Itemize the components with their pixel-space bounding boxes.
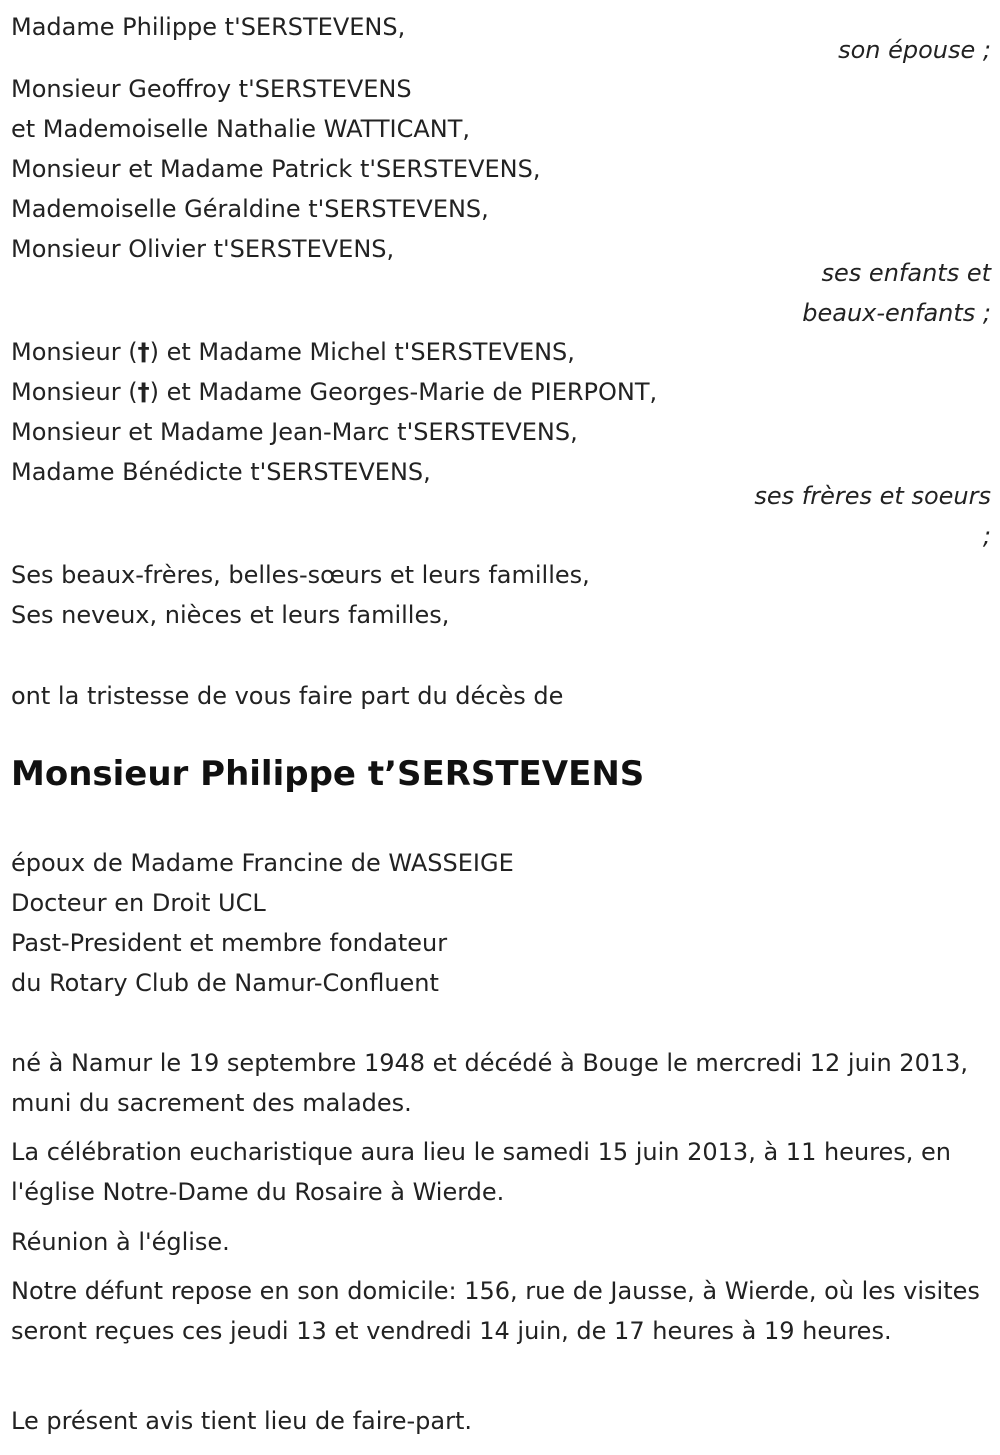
titles-section	[11, 843, 991, 1003]
child-line: Monsieur Geoffroy t'SERSTEVENS	[11, 75, 412, 103]
meeting-paragraph: Réunion à l'église.	[11, 1228, 230, 1256]
child-line: Mademoiselle Géraldine t'SERSTEVENS,	[11, 195, 489, 223]
siblings-role-line: ses frères et soeurs	[754, 482, 991, 510]
spouse-name: Madame Philippe t'SERSTEVENS,	[11, 13, 406, 41]
children-section	[11, 69, 991, 269]
title-line: époux de Madame Francine de WASSEIGE	[11, 849, 514, 877]
title-line: Past-President et membre fondateur	[11, 929, 448, 957]
spouse-role: son épouse ;	[838, 36, 991, 64]
sibling-line	[11, 372, 991, 412]
title-line: du Rotary Club de Namur-Confluent	[11, 969, 439, 997]
family-line: Ses beaux-frères, belles-sœurs et leurs familles,	[11, 561, 590, 589]
siblings-role	[11, 476, 991, 556]
cross-icon: †	[137, 378, 150, 406]
notice-paragraph: Le présent avis tient lieu de faire-part.	[11, 1407, 473, 1435]
ceremony-paragraph: La célébration eucharistique aura lieu le samedi 15 juin 2013, à 11 heures, en l'église Notre-Dame du Rosaire à Wierde.	[11, 1138, 951, 1206]
sibling-line-text: Monsieur (	[11, 338, 138, 366]
child-line: Monsieur et Madame Patrick t'SERSTEVENS,	[11, 155, 541, 183]
title-line: Docteur en Droit UCL	[11, 889, 266, 917]
sibling-line-text: ) et Madame Georges-Marie de PIERPONT,	[149, 378, 658, 406]
families-section	[11, 555, 991, 635]
sibling-line: Madame Bénédicte t'SERSTEVENS,	[11, 458, 431, 486]
birth-death-paragraph: né à Namur le 19 septembre 1948 et décédé à Bouge le mercredi 12 juin 2013, muni du sacrement des malades.	[11, 1049, 969, 1117]
visits-paragraph: Notre défunt repose en son domicile: 156, rue de Jausse, à Wierde, où les visites seront reçues ces jeudi 13 et vendredi 14 juin, de 17 heures à 19 heures.	[11, 1277, 980, 1345]
family-line: Ses neveux, nièces et leurs familles,	[11, 601, 450, 629]
siblings-section	[11, 332, 991, 492]
siblings-role-line: ;	[982, 522, 991, 550]
children-role-line: ses enfants et	[821, 259, 991, 287]
sibling-line: Monsieur et Madame Jean-Marc t'SERSTEVENS,	[11, 418, 578, 446]
sibling-line-text: Monsieur (	[11, 378, 138, 406]
child-line: Monsieur Olivier t'SERSTEVENS,	[11, 235, 395, 263]
child-line: et Mademoiselle Nathalie WATTICANT,	[11, 115, 471, 143]
children-role-line: beaux-enfants ;	[802, 299, 991, 327]
announcement-text: ont la tristesse de vous faire part du décès de	[11, 682, 564, 710]
cross-icon: †	[137, 338, 150, 366]
children-role	[11, 253, 991, 333]
deceased-name: Monsieur Philippe t’SERSTEVENS	[11, 754, 645, 794]
sibling-line	[11, 332, 991, 372]
sibling-line-text: ) et Madame Michel t'SERSTEVENS,	[149, 338, 575, 366]
